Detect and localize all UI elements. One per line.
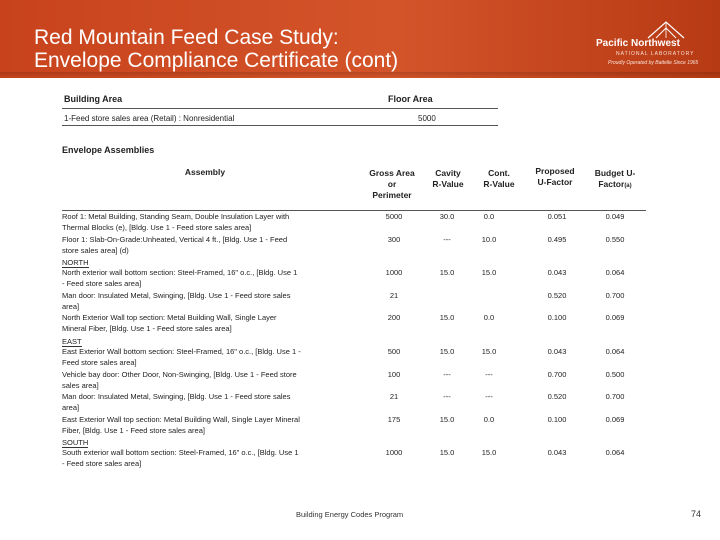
cell-budget: 0.064 xyxy=(605,347,625,356)
assembly-line2: Thermal Blocks (e), [Bldg. Use 1 - Feed store sales area] xyxy=(62,223,252,232)
cell-cont: 15.0 xyxy=(481,268,497,278)
col-gross-l1: Gross Area xyxy=(369,168,415,178)
col-cavity-l2: R-Value xyxy=(432,179,464,189)
cell-cavity: 15.0 xyxy=(439,347,455,356)
assembly-line2: store sales area] (d) xyxy=(62,245,129,255)
col-gross-area xyxy=(362,168,422,201)
assembly-line1: Man door: Insulated Metal, Swinging, [Bldg. Use 1 - Feed store sales xyxy=(62,392,291,402)
assembly-line2: area] xyxy=(62,403,80,413)
logo-name: Pacific Northwest xyxy=(596,38,680,49)
cell-cont: 0.0 xyxy=(483,313,495,323)
assembly-line1: North exterior wall bottom section: Steel-Framed, 16" o.c., [Bldg. Use 1 xyxy=(62,268,298,278)
col-budget-l1: Budget U- xyxy=(594,168,636,178)
cell-cont: 10.0 xyxy=(481,234,497,244)
assembly-line1: East Exterior Wall bottom section: Steel-Framed, 16" o.c., [Bldg. Use 1 - xyxy=(62,347,301,356)
pnnl-logo xyxy=(596,18,714,70)
banner-shadow xyxy=(0,72,720,78)
slide-title-line1: Red Mountain Feed Case Study: xyxy=(34,26,339,49)
cell-budget: 0.550 xyxy=(605,234,625,244)
assembly-line1: Man door: Insulated Metal, Swinging, [Bldg. Use 1 - Feed store sales xyxy=(62,290,291,300)
cell-cavity: 15.0 xyxy=(439,414,455,424)
building-area-name: 1-Feed store sales area (Retail) : Nonresidential xyxy=(64,114,235,123)
cell-cavity: --- xyxy=(443,392,451,402)
assembly-line2: Feed store sales area] xyxy=(62,358,137,367)
col-proposed-l2: U-Factor xyxy=(537,177,573,187)
col-proposed xyxy=(526,166,584,188)
cell-gross: 21 xyxy=(389,290,399,300)
col-cont xyxy=(472,168,526,190)
assembly-line2: area] xyxy=(62,301,80,311)
cell-cavity: 30.0 xyxy=(439,212,455,221)
cell-cont: 15.0 xyxy=(481,347,497,356)
cell-budget: 0.069 xyxy=(605,313,625,323)
cell-budget: 0.700 xyxy=(605,392,625,402)
direction-label: SOUTH xyxy=(62,438,89,448)
col-budget xyxy=(584,168,646,192)
assembly-line2: Fiber, [Bldg. Use 1 - Feed store sales area] xyxy=(62,425,205,435)
cell-budget: 0.049 xyxy=(605,212,625,221)
col-budget-footnote: (a) xyxy=(624,183,632,189)
col-budget-l2: Factor xyxy=(598,179,625,189)
assembly-line2: sales area] xyxy=(62,380,99,390)
logo-sub: NATIONAL LABORATORY xyxy=(616,51,695,57)
cell-cavity: 15.0 xyxy=(439,313,455,323)
assembly-line1: North Exterior Wall top section: Metal Building Wall, Single Layer xyxy=(62,313,277,323)
cell-budget: 0.069 xyxy=(605,414,625,424)
cell-gross: 21 xyxy=(389,392,399,402)
col-gross-l3: Perimeter xyxy=(372,190,412,200)
assembly-line1: Floor 1: Slab-On-Grade:Unheated, Vertical 4 ft., [Bldg. Use 1 - Feed xyxy=(62,234,288,244)
building-floor-area: 5000 xyxy=(418,114,436,123)
building-row-rule xyxy=(62,125,498,126)
floor-area-heading: Floor Area xyxy=(388,94,433,104)
assembly-line1: Roof 1: Metal Building, Standing Seam, Double Insulation Layer with xyxy=(62,212,290,221)
direction-label: EAST xyxy=(62,337,82,346)
cell-gross: 5000 xyxy=(385,212,403,221)
cell-gross: 1000 xyxy=(385,268,403,278)
building-area-heading: Building Area xyxy=(64,94,123,104)
cell-proposed: 0.043 xyxy=(547,448,567,458)
logo-tagline: Proudly Operated by Battelle Since 1965 xyxy=(608,60,699,66)
cell-gross: 100 xyxy=(387,369,401,379)
cell-cavity: --- xyxy=(443,234,451,244)
cell-proposed: 0.051 xyxy=(547,212,567,221)
cell-budget: 0.500 xyxy=(605,369,625,379)
cell-cavity: 15.0 xyxy=(439,448,455,458)
assembly-line1: Vehicle bay door: Other Door, Non-Swinging, [Bldg. Use 1 - Feed store xyxy=(62,369,297,379)
assembly-line2: - Feed store sales area] xyxy=(62,459,142,469)
slide-title-line2: Envelope Compliance Certificate (cont) xyxy=(34,49,399,72)
cell-proposed: 0.520 xyxy=(547,290,567,300)
cell-gross: 500 xyxy=(387,347,401,356)
cell-cont: --- xyxy=(485,369,493,379)
col-gross-l2: or xyxy=(387,179,397,189)
assembly-line2: - Feed store sales area] xyxy=(62,279,142,289)
direction-label: NORTH xyxy=(62,258,89,268)
cell-cont: 0.0 xyxy=(483,414,495,424)
cell-proposed: 0.495 xyxy=(547,234,567,244)
slide-title xyxy=(34,26,398,72)
building-header-rule xyxy=(62,108,498,109)
cell-proposed: 0.043 xyxy=(547,268,567,278)
assembly-line1: East Exterior Wall top section: Metal Building Wall, Single Layer Mineral xyxy=(62,414,300,424)
col-cont-l1: Cont. xyxy=(488,168,510,178)
cell-proposed: 0.043 xyxy=(547,347,567,356)
cell-gross: 300 xyxy=(387,234,401,244)
cell-gross: 175 xyxy=(387,414,401,424)
cell-cont: --- xyxy=(485,392,493,402)
cell-cavity: --- xyxy=(443,369,451,379)
footer-program: Building Energy Codes Program xyxy=(296,510,404,519)
page-number: 74 xyxy=(691,509,702,519)
col-cavity-l1: Cavity xyxy=(435,168,461,178)
cell-cavity: 15.0 xyxy=(439,268,455,278)
cell-proposed: 0.100 xyxy=(547,414,567,424)
cell-gross: 200 xyxy=(387,313,401,323)
col-cavity xyxy=(420,168,476,190)
envelope-assemblies-heading: Envelope Assemblies xyxy=(62,145,155,155)
pnnl-logo-mark-icon xyxy=(646,18,686,40)
col-assembly-label: Assembly xyxy=(184,167,226,177)
col-assembly xyxy=(170,167,240,178)
cell-proposed: 0.100 xyxy=(547,313,567,323)
cell-budget: 0.064 xyxy=(605,448,625,458)
cell-budget: 0.700 xyxy=(605,290,625,300)
cell-cont: 0.0 xyxy=(483,212,495,221)
cell-proposed: 0.520 xyxy=(547,392,567,402)
cell-cont: 15.0 xyxy=(481,448,497,458)
col-cont-l2: R-Value xyxy=(483,179,515,189)
cell-gross: 1000 xyxy=(385,448,403,458)
cell-budget: 0.064 xyxy=(605,268,625,278)
assembly-line2: Mineral Fiber, [Bldg. Use 1 - Feed store sales area] xyxy=(62,324,232,334)
col-proposed-l1: Proposed xyxy=(535,166,575,176)
assembly-line1: South exterior wall bottom section: Steel-Framed, 16" o.c., [Bldg. Use 1 xyxy=(62,448,299,458)
cell-proposed: 0.700 xyxy=(547,369,567,379)
